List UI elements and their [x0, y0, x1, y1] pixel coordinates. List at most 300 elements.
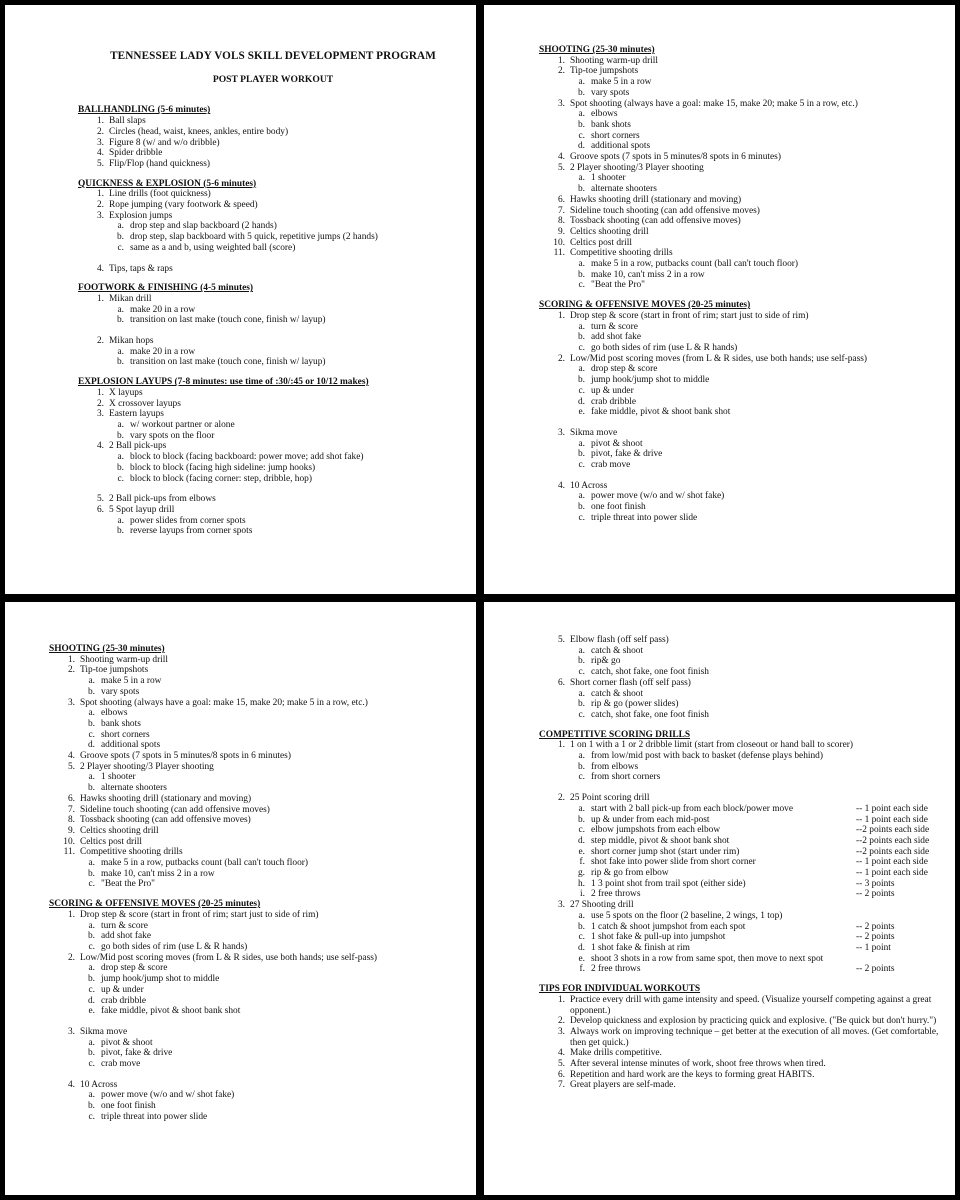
sub-item: [49, 740, 469, 751]
sub-item-text: bank shots: [591, 119, 631, 130]
sub-item: [539, 397, 949, 408]
sub-item-text: 2 free throws: [591, 889, 641, 900]
sub-item: [539, 825, 949, 836]
list-item: [49, 655, 469, 666]
item-text: Celtics post drill: [570, 237, 632, 248]
item-text: 2 Ball pick-ups: [109, 441, 167, 452]
item-number: 2.: [557, 793, 565, 804]
item-text: Great players are self-made.: [570, 1080, 676, 1091]
sub-item: [49, 963, 469, 974]
sub-item: [539, 646, 949, 657]
item-text: Mikan drill: [109, 293, 152, 304]
sub-item-letter: b.: [87, 1048, 95, 1059]
item-number: 6.: [557, 1069, 565, 1080]
sub-item: [539, 491, 949, 502]
section-heading: SCORING & OFFENSIVE MOVES (20-25 minutes): [49, 899, 261, 910]
sub-item-row: [591, 825, 949, 836]
sub-item: [78, 221, 468, 232]
item-text: Spider dribble: [109, 148, 163, 159]
sub-item-letter: a.: [578, 173, 585, 184]
sub-item: [49, 921, 469, 932]
list-item: [539, 354, 949, 365]
sub-item-letter: d.: [577, 835, 585, 846]
item-text: 2 Ball pick-ups from elbows: [109, 494, 216, 505]
item-number: 4.: [67, 751, 75, 762]
sub-item-letter: a.: [117, 221, 124, 232]
list-item: [539, 216, 949, 227]
sub-item-letter: d.: [87, 995, 95, 1006]
sub-item: [49, 1006, 469, 1017]
sub-item-letter: c.: [578, 385, 585, 396]
sub-item: [539, 77, 949, 88]
item-text: Tossback shooting (can add offensive moves): [570, 216, 741, 227]
sub-item-text: go both sides of rim (use L & R hands): [591, 342, 738, 353]
sub-item-text: catch, shot fake, one foot finish: [591, 667, 709, 678]
sub-item: [78, 526, 468, 537]
sub-item-letter: a.: [88, 920, 95, 931]
item-number: 2.: [96, 200, 104, 211]
list-item: [539, 428, 949, 439]
sub-item-text: drop step, slap backboard with 5 quick, repetitive jumps (2 hands): [130, 232, 378, 243]
sub-item-letter: b.: [87, 974, 95, 985]
item-text: Shooting warm-up drill: [570, 55, 659, 66]
sub-item-letter: c.: [578, 709, 585, 720]
sub-item: [49, 1090, 469, 1101]
sub-item-letter: a.: [117, 419, 124, 430]
sub-item-text: transition on last make (touch cone, finish w/ layup): [130, 315, 326, 326]
item-number: 3.: [67, 1026, 75, 1037]
sub-item-text: up & under: [101, 984, 144, 995]
sub-item-points: -- 2 points: [856, 964, 895, 975]
sub-item-letter: a.: [117, 515, 124, 526]
item-text: Figure 8 (w/ and w/o dribble): [109, 137, 220, 148]
page-3-content: [49, 644, 469, 1123]
item-number: 5.: [557, 162, 565, 173]
item-text: Short corner flash (off self pass): [570, 677, 691, 688]
sub-item: [539, 439, 949, 450]
sub-item-letter: a.: [88, 963, 95, 974]
sub-item: [539, 332, 949, 343]
item-number: 4.: [96, 263, 104, 274]
sub-item: [539, 386, 949, 397]
sub-item-text: elbows: [591, 109, 618, 120]
sub-item-row: [591, 868, 949, 879]
item-number: 2.: [557, 66, 565, 77]
list-item: [78, 409, 468, 420]
sub-item-letter: c.: [578, 460, 585, 471]
item-number: 5.: [557, 1059, 565, 1070]
list-item: [78, 441, 468, 452]
list-item: [78, 159, 468, 170]
section: [49, 899, 469, 1122]
sub-item-letter: a.: [578, 438, 585, 449]
item-text: 10 Across: [80, 1079, 118, 1090]
sub-item: [49, 1038, 469, 1049]
item-number: 2.: [96, 126, 104, 137]
list-item: [539, 900, 949, 911]
sub-item: [539, 88, 949, 99]
sub-item: [49, 996, 469, 1007]
item-text: Celtics shooting drill: [570, 226, 649, 237]
sub-item-text: elbow jumpshots from each elbow: [591, 825, 721, 836]
item-number: 1.: [557, 994, 565, 1005]
item-number: 2.: [67, 665, 75, 676]
sub-item-letter: b.: [116, 430, 124, 441]
sub-item: [49, 719, 469, 730]
section: [78, 377, 468, 537]
sub-item-letter: c.: [578, 667, 585, 678]
sub-item-points: --2 points each side: [856, 846, 930, 857]
sub-item: [78, 452, 468, 463]
sub-item-letter: b.: [577, 502, 585, 513]
sub-item-text: pivot & shoot: [101, 1037, 153, 1048]
item-text: 1 on 1 with a 1 or 2 dribble limit (start from closeout or hand ball to scorer): [570, 740, 854, 751]
item-number: 7.: [557, 1080, 565, 1091]
item-text: Circles (head, waist, knees, ankles, entire body): [109, 126, 289, 137]
item-text: Elbow flash (off self pass): [570, 635, 669, 645]
list-item: [539, 1059, 949, 1070]
sub-item: [78, 463, 468, 474]
sub-item-text: transition on last make (touch cone, finish w/ layup): [130, 357, 326, 368]
item-text: Hawks shooting drill (stationary and moving): [570, 194, 742, 205]
sub-item-text: add shot fake: [101, 931, 151, 942]
sub-item: [539, 667, 949, 678]
item-number: 1.: [96, 116, 104, 127]
list-item: [78, 294, 468, 305]
sub-item-points: -- 2 points: [856, 889, 895, 900]
item-number: 9.: [67, 825, 75, 836]
sub-item-text: pivot & shoot: [591, 438, 643, 449]
sub-item-text: block to block (facing high sideline: jump hooks): [130, 462, 316, 473]
sub-item-letter: c.: [88, 1059, 95, 1070]
sub-item-letter: a.: [88, 858, 95, 869]
section-heading: FOOTWORK & FINISHING (4-5 minutes): [78, 283, 254, 294]
sub-item-letter: b.: [116, 462, 124, 473]
sub-item: [539, 173, 949, 184]
sub-item-letter: c.: [88, 729, 95, 740]
list-item: [78, 127, 468, 138]
item-number: 2.: [67, 952, 75, 963]
page-2: [484, 5, 955, 594]
sub-item-letter: a.: [578, 688, 585, 699]
list-item: [78, 264, 468, 275]
sub-item-letter: g.: [577, 868, 585, 879]
sub-item-text: alternate shooters: [101, 783, 167, 794]
sub-item-row: [591, 889, 949, 900]
sub-item-letter: c.: [117, 242, 124, 253]
list-item: [49, 805, 469, 816]
sub-item: [49, 931, 469, 942]
item-number: 5.: [557, 635, 565, 645]
sub-item-letter: b.: [577, 119, 585, 130]
list-item: [539, 311, 949, 322]
sub-item: [539, 964, 949, 975]
sub-item-letter: c.: [88, 879, 95, 890]
item-number: 4.: [557, 1048, 565, 1059]
sub-item-text: vary spots: [101, 686, 140, 697]
list-item: [539, 1016, 949, 1027]
section: [539, 45, 949, 291]
list-item: [539, 740, 949, 751]
item-number: 4.: [557, 480, 565, 491]
sub-item-letter: d.: [577, 396, 585, 407]
section: [539, 984, 949, 1091]
sub-item-text: add shot fake: [591, 332, 641, 343]
item-number: 3.: [557, 1026, 565, 1037]
sub-item: [539, 954, 949, 965]
section-heading: SHOOTING (25-30 minutes): [539, 45, 655, 55]
sub-item-text: triple threat into power slide: [591, 512, 698, 523]
sub-item-text: short corners: [101, 729, 150, 740]
item-number: 3.: [96, 210, 104, 221]
list-item: [78, 505, 468, 516]
item-text: Explosion jumps: [109, 210, 173, 221]
item-text: Low/Mid post scoring moves (from L & R sides, use both hands; use self-pass): [570, 353, 868, 364]
sub-item: [49, 985, 469, 996]
sub-item: [49, 783, 469, 794]
sub-item: [539, 879, 949, 890]
item-text: Competitive shooting drills: [80, 847, 183, 858]
item-number: 4.: [557, 152, 565, 163]
sub-item-row: [591, 943, 949, 954]
page-2-sections: [539, 45, 949, 524]
sub-item-text: short corner jump shot (start under rim): [591, 846, 740, 857]
sub-item-letter: a.: [88, 1037, 95, 1048]
list-item: [539, 995, 949, 1016]
sub-item-letter: b.: [87, 686, 95, 697]
item-number: 1.: [557, 740, 565, 751]
section: [78, 179, 468, 275]
sub-item: [539, 184, 949, 195]
sub-item-letter: a.: [578, 109, 585, 120]
item-number: 9.: [557, 226, 565, 237]
item-text: Sideline touch shooting (can add offensive moves): [570, 205, 760, 216]
sub-item: [539, 141, 949, 152]
item-text: Spot shooting (always have a goal: make 15, make 20; make 5 in a row, etc.): [80, 697, 368, 708]
sub-item-letter: i.: [580, 889, 585, 900]
section: [539, 300, 949, 523]
section: [539, 635, 949, 721]
sub-item: [539, 911, 949, 922]
sub-item-letter: c.: [578, 932, 585, 943]
item-text: Groove spots (7 spots in 5 minutes/8 spots in 6 minutes): [570, 152, 781, 163]
list-item: [49, 762, 469, 773]
sub-item: [539, 889, 949, 900]
item-text: X crossover layups: [109, 398, 181, 409]
item-text: Drop step & score (start in front of rim; start just to side of rim): [570, 310, 809, 321]
sub-item: [539, 120, 949, 131]
sub-item-letter: e.: [88, 1006, 95, 1017]
sub-item-letter: b.: [577, 269, 585, 280]
item-number: 11.: [63, 847, 75, 858]
sub-item: [78, 431, 468, 442]
page-1-content: [78, 51, 468, 537]
sub-item-letter: b.: [87, 718, 95, 729]
item-number: 4.: [96, 441, 104, 452]
sub-item: [49, 687, 469, 698]
sub-item-letter: a.: [88, 1090, 95, 1101]
sub-item-letter: c.: [578, 280, 585, 291]
item-text: Spot shooting (always have a goal: make 15, make 20; make 5 in a row, etc.): [570, 98, 858, 109]
item-text: Eastern layups: [109, 409, 164, 420]
sub-item: [49, 708, 469, 719]
sub-item-letter: b.: [577, 656, 585, 667]
list-item: [78, 336, 468, 347]
list-item: [539, 99, 949, 110]
sub-item: [78, 347, 468, 358]
sub-item-letter: e.: [578, 953, 585, 964]
sub-item-points: --2 points each side: [856, 825, 930, 836]
sub-item: [78, 232, 468, 243]
sub-item: [539, 280, 949, 291]
item-text: Drop step & score (start in front of rim; start just to side of rim): [80, 909, 319, 920]
list-item: [78, 116, 468, 127]
sub-item-text: rip& go: [591, 656, 621, 667]
sub-item-row: [591, 879, 949, 890]
item-text: Sikma move: [80, 1026, 128, 1037]
list-item: [78, 200, 468, 211]
item-text: 27 Shooting drill: [570, 900, 634, 911]
sub-item-letter: c.: [88, 984, 95, 995]
section: [49, 644, 469, 890]
item-number: 5.: [67, 761, 75, 772]
sub-item: [539, 270, 949, 281]
section: [78, 105, 468, 169]
item-text: Competitive shooting drills: [570, 248, 673, 259]
section-heading: SHOOTING (25-30 minutes): [49, 644, 165, 654]
item-number: 2.: [557, 1016, 565, 1027]
list-item: [49, 665, 469, 676]
sub-item-letter: b.: [577, 87, 585, 98]
item-text: Groove spots (7 spots in 5 minutes/8 spots in 6 minutes): [80, 751, 291, 762]
page-2-content: [539, 45, 949, 524]
list-item: [539, 1048, 949, 1059]
list-item: [539, 678, 949, 689]
item-text: Sikma move: [570, 427, 618, 438]
sub-item-letter: c.: [578, 825, 585, 836]
sub-item-row: [591, 922, 949, 933]
sub-item-text: drop step & score: [101, 963, 168, 974]
sub-item-points: -- 1 point each side: [856, 803, 928, 814]
item-text: Hawks shooting drill (stationary and moving): [80, 793, 252, 804]
sub-item-letter: h.: [577, 878, 585, 889]
sub-item: [539, 857, 949, 868]
sub-item: [49, 942, 469, 953]
item-text: Tip-toe jumpshots: [80, 665, 149, 676]
sub-item: [539, 689, 949, 700]
sub-item-text: pivot, fake & drive: [591, 449, 663, 460]
sub-item: [539, 513, 949, 524]
item-number: 3.: [67, 697, 75, 708]
sub-item: [78, 357, 468, 368]
item-text: Line drills (foot quickness): [109, 189, 211, 200]
list-item: [49, 751, 469, 762]
sub-item: [78, 305, 468, 316]
sub-item-text: block to block (facing corner: step, dribble, hop): [130, 473, 312, 484]
sub-item-text: same as a and b, using weighted ball (score): [130, 242, 296, 253]
sub-item-letter: a.: [578, 751, 585, 762]
page-1-sections: [78, 105, 468, 537]
item-number: 1.: [96, 387, 104, 398]
sub-item-letter: b.: [116, 315, 124, 326]
sub-item-letter: b.: [577, 699, 585, 710]
item-text: Shooting warm-up drill: [80, 654, 169, 665]
list-item: [539, 635, 949, 646]
sub-item-letter: b.: [577, 332, 585, 343]
item-number: 3.: [557, 900, 565, 911]
sub-item-text: 1 3 point shot from trail spot (either side): [591, 878, 746, 889]
sub-item-text: turn & score: [591, 321, 638, 332]
sub-item-letter: c.: [578, 512, 585, 523]
sub-item: [539, 322, 949, 333]
sub-item-letter: d.: [87, 740, 95, 751]
sub-item-text: rip & go (power slides): [591, 699, 679, 710]
sub-item-text: 1 shooter: [101, 772, 136, 783]
list-item: [49, 794, 469, 805]
sub-item: [78, 243, 468, 254]
section-heading: TIPS FOR INDIVIDUAL WORKOUTS: [539, 984, 701, 995]
sub-item-text: 1 shooter: [591, 173, 626, 184]
item-number: 2.: [96, 398, 104, 409]
item-text: Always work on improving technique – get better at the execution of all moves. (Get comfortable, then get quick.): [570, 1026, 939, 1048]
sub-item-text: up & under from each mid-post: [591, 814, 710, 825]
list-item: [539, 227, 949, 238]
section: [539, 730, 949, 975]
list-item: [539, 152, 949, 163]
sub-item-letter: c.: [578, 342, 585, 353]
page-3: [5, 602, 476, 1195]
sub-item-letter: a.: [578, 910, 585, 921]
sub-item-letter: b.: [577, 184, 585, 195]
sub-item-text: up & under: [591, 385, 634, 396]
item-text: 10 Across: [570, 480, 608, 491]
item-text: Tips, taps & raps: [109, 263, 173, 274]
sub-item-row: [591, 847, 949, 858]
sub-item-letter: b.: [577, 375, 585, 386]
list-item: [539, 238, 949, 249]
item-number: 10.: [63, 836, 75, 847]
sub-item-text: bank shots: [101, 718, 141, 729]
sub-item: [49, 1059, 469, 1070]
sub-item-letter: b.: [87, 868, 95, 879]
sub-item-text: from short corners: [591, 772, 661, 783]
sub-item-text: "Beat the Pro": [591, 280, 645, 291]
sub-item-text: 1 shot fake & pull-up into jumpshot: [591, 932, 726, 943]
item-text: After several intense minutes of work, shoot free throws when tired.: [570, 1059, 826, 1070]
sub-item-points: -- 1 point: [856, 942, 891, 953]
page-4-content: [539, 635, 949, 1091]
item-number: 4.: [96, 148, 104, 159]
sub-item-text: crab dribble: [591, 396, 637, 407]
page-3-sections: [49, 644, 469, 1123]
sub-item: [78, 315, 468, 326]
sub-item-text: catch, shot fake, one foot finish: [591, 709, 709, 720]
sub-item-letter: a.: [117, 346, 124, 357]
item-number: 6.: [557, 194, 565, 205]
list-item: [539, 163, 949, 174]
sub-item-text: crab dribble: [101, 995, 147, 1006]
sub-item-letter: d.: [577, 141, 585, 152]
sub-item-text: go both sides of rim (use L & R hands): [101, 941, 248, 952]
sub-item-text: jump hook/jump shot to middle: [101, 974, 220, 985]
sub-item-text: one foot finish: [591, 502, 646, 513]
sub-item-letter: a.: [117, 304, 124, 315]
sub-item-text: make 5 in a row: [101, 676, 162, 687]
sub-item: [539, 922, 949, 933]
item-text: Tossback shooting (can add offensive moves): [80, 815, 251, 826]
section: [78, 283, 468, 368]
sub-item-row: [591, 857, 949, 868]
